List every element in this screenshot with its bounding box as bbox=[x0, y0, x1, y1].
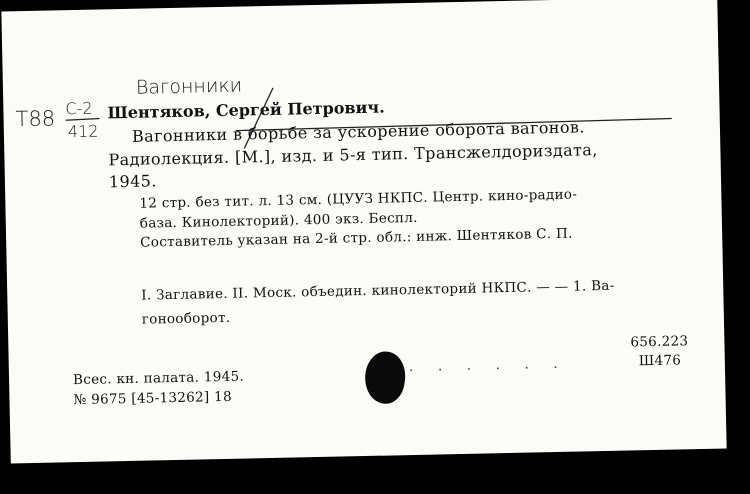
book-chamber-info: Всес. кн. палата. 1945. bbox=[72, 368, 245, 389]
book-chamber-number: № 9675 [45-13262] 18 bbox=[73, 388, 233, 409]
title-line-2: Радиолекция. [М.], изд. и 5-я тип. Трансжелдориздата, bbox=[108, 140, 598, 170]
author-mark: Ш476 bbox=[638, 352, 682, 370]
handwritten-subject: Вагонники bbox=[135, 74, 243, 99]
pub-year: 1945. bbox=[108, 171, 157, 192]
shelf-code: Т88 bbox=[15, 106, 56, 132]
title-line-1: Вагонники в борьбе за ускорение оборота вагонов. bbox=[131, 117, 586, 146]
shelf-fraction-top: С-2 bbox=[65, 98, 93, 119]
compiler-note: Составитель указан на 2-й стр. обл.: инж. Шентяков С. П. bbox=[140, 225, 573, 251]
shelf-fraction-bottom: 412 bbox=[67, 121, 99, 142]
author-heading: Шентяков, Сергей Петрович. bbox=[107, 97, 385, 123]
class-number: 656.223 bbox=[630, 333, 689, 351]
collation-line-2: база. Кинолекторий). 400 экз. Беспл. bbox=[139, 209, 418, 232]
tracings-line-2: гонооборот. bbox=[141, 309, 231, 328]
collation-line-1: 12 стр. без тит. л. 13 см. (ЦУУЗ НКПС. Центр. кино-радио- bbox=[139, 186, 578, 212]
tracings-line-1: I. Заглавие. II. Моск. объедин. кинолекторий НКПС. — — 1. Ва- bbox=[141, 277, 615, 304]
dust-specks: · · · · · · bbox=[408, 359, 569, 380]
catalog-card bbox=[1, 0, 726, 463]
